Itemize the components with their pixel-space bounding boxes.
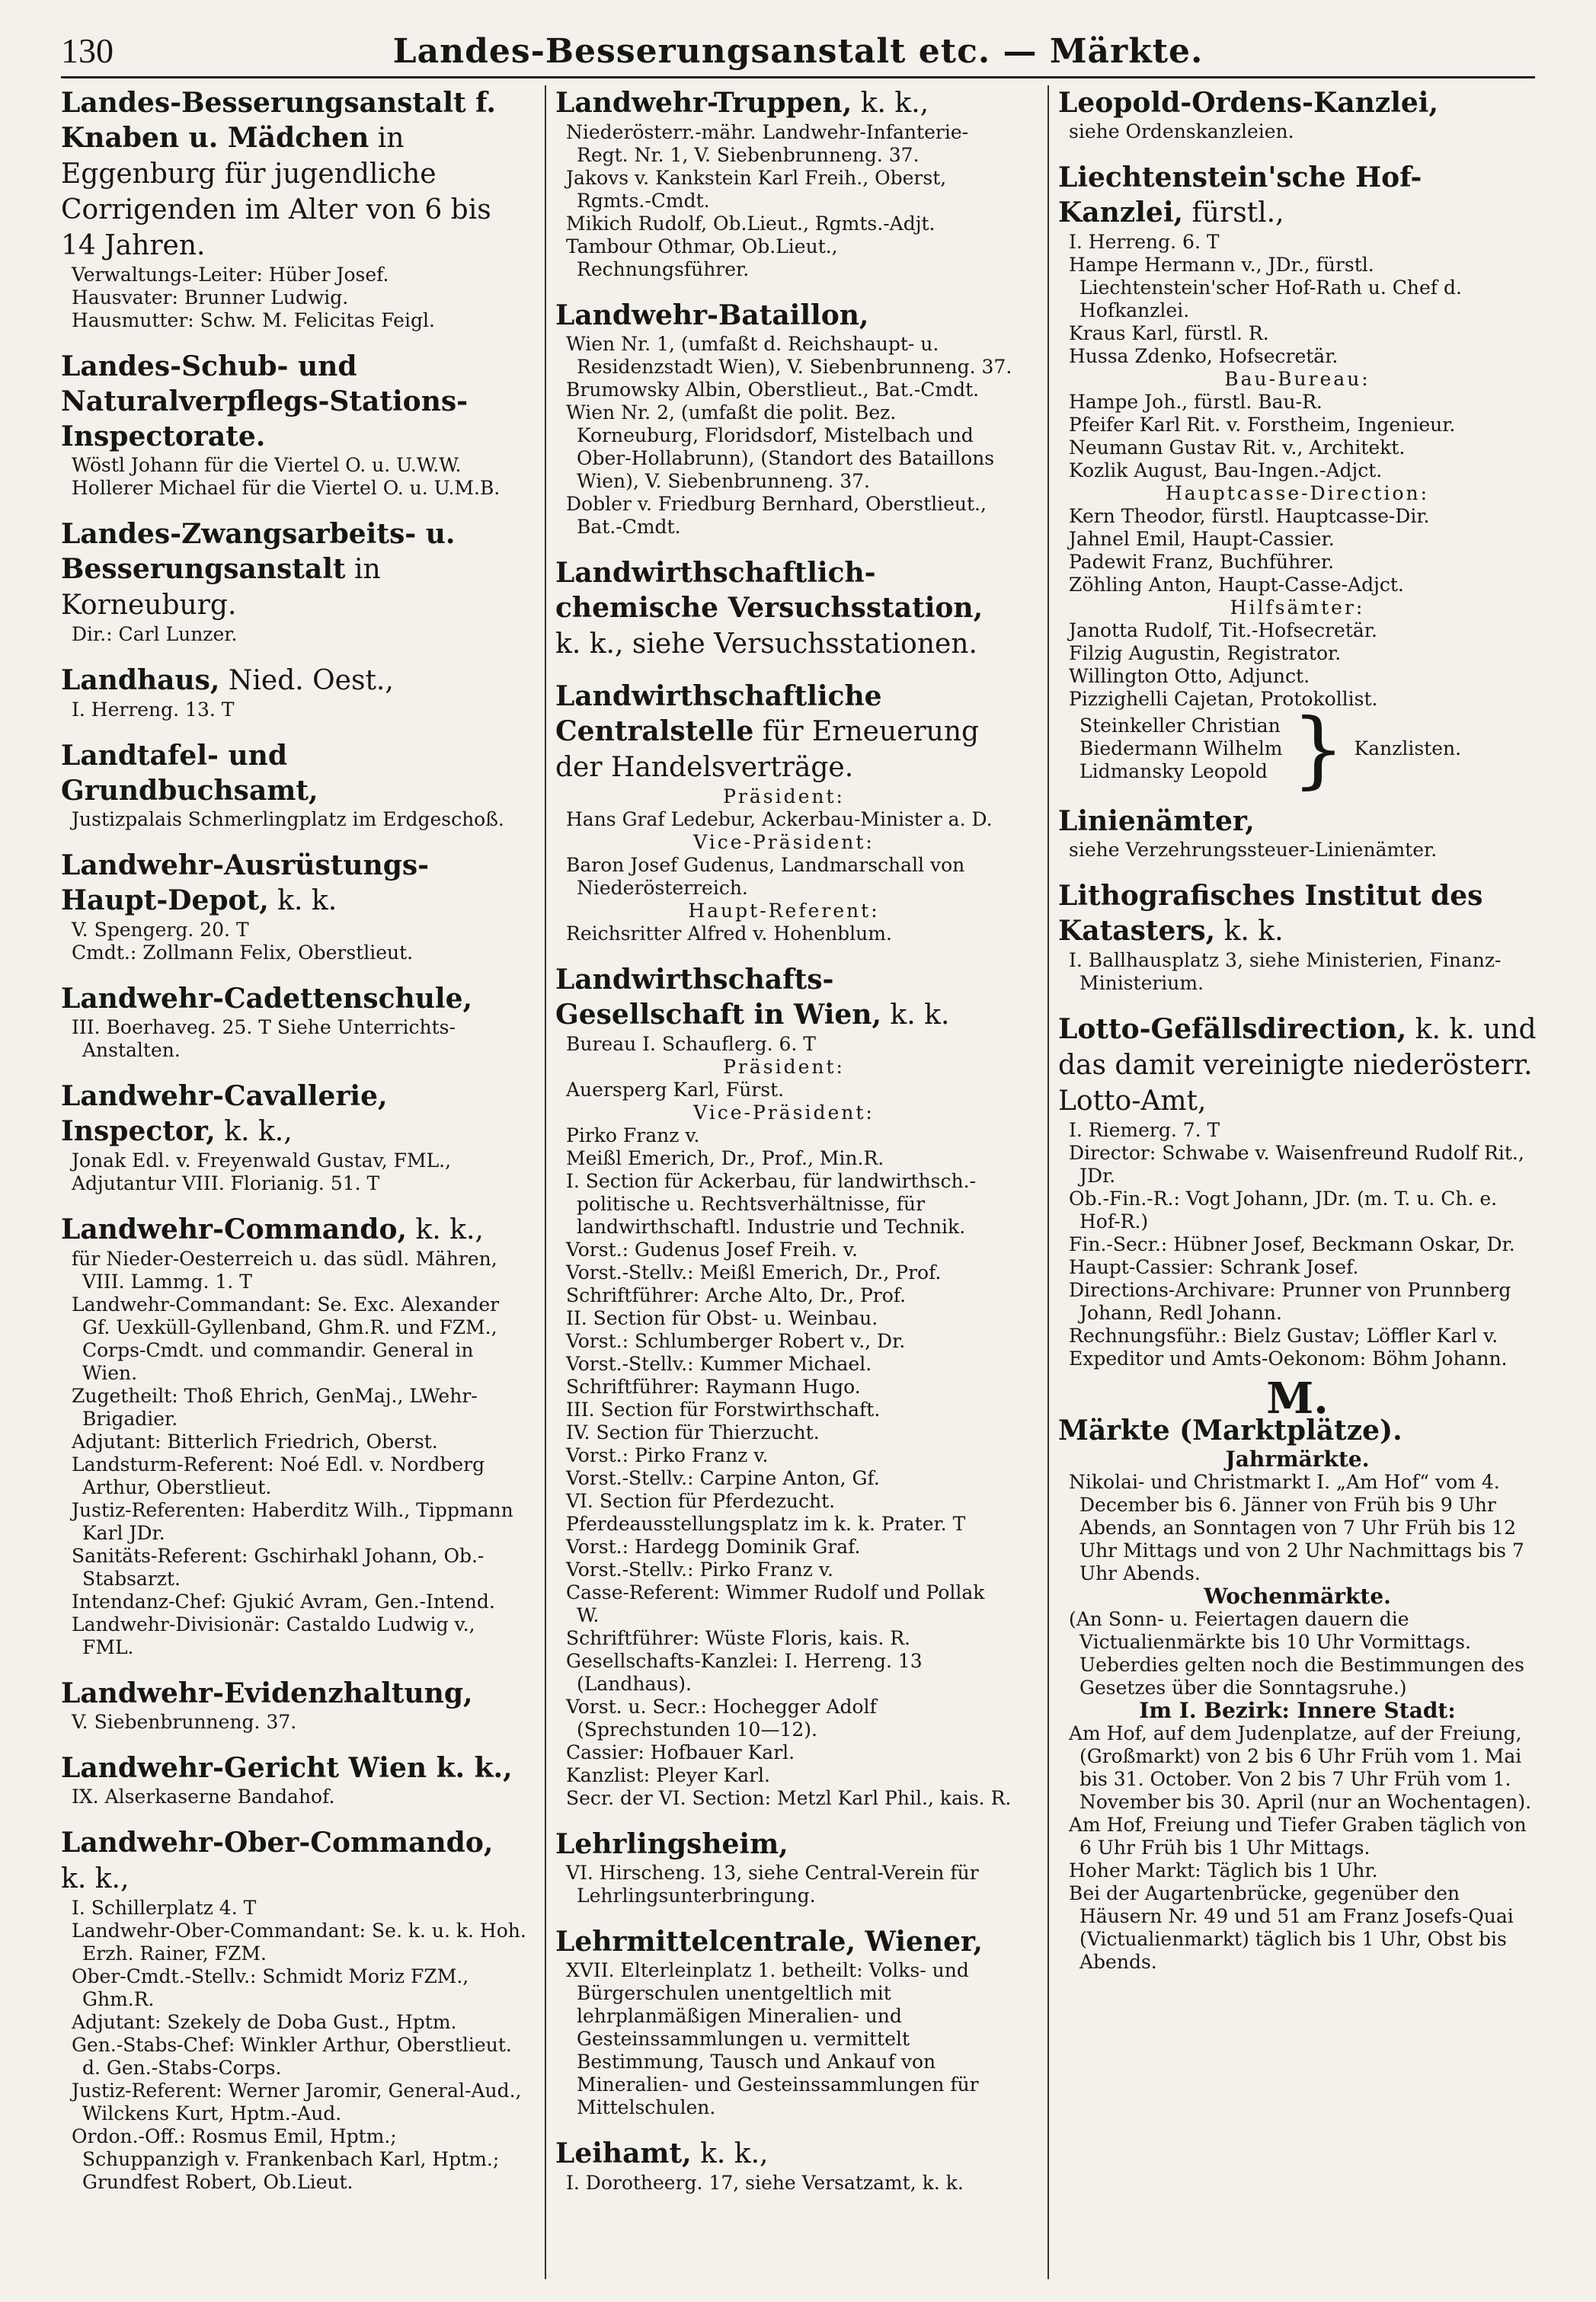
directory-entry bbox=[61, 1079, 527, 1195]
directory-entry bbox=[61, 1212, 527, 1659]
entry-title: Landwehr-Gericht Wien k. k., bbox=[61, 1752, 513, 1784]
entry-line: Secr. der VI. Section: Metzl Karl Phil., kais. R. bbox=[566, 1787, 1012, 1809]
section-letter: M. bbox=[1266, 1373, 1329, 1424]
entry-line: I. Herreng. 6. T bbox=[1069, 231, 1220, 253]
entry-heading-rest: für Erneuerung der Handelsverträge. bbox=[555, 716, 980, 783]
entry-line: Dobler v. Friedburg Bernhard, Oberstlieut., Bat.-Cmdt. bbox=[566, 493, 987, 538]
entry-line: Ober-Cmdt.-Stellv.: Schmidt Moriz FZM., Ghm.R. bbox=[72, 1965, 469, 2010]
entry-line: Cmdt.: Zollmann Felix, Oberstlieut. bbox=[72, 942, 414, 964]
entry-heading-rest: k. k., bbox=[407, 1214, 484, 1245]
entry-line: Gesellschafts-Kanzlei: I. Herreng. 13 (Landhaus). bbox=[566, 1650, 923, 1695]
entry-line: II. Section für Obst- u. Weinbau. bbox=[566, 1307, 878, 1329]
entry-line: Wöstl Johann für die Viertel O. u. U.W.W. bbox=[72, 454, 462, 476]
directory-entry bbox=[61, 738, 527, 831]
entry-line: Filzig Augustin, Registrator. bbox=[1069, 642, 1342, 664]
directory-entry bbox=[1058, 85, 1537, 143]
entry-heading bbox=[1058, 160, 1537, 231]
entry-line: Vorst.: Pirko Franz v. bbox=[566, 1444, 769, 1466]
directory-entry bbox=[555, 85, 1012, 281]
entry-line: Pfeifer Karl Rit. v. Forstheim, Ingenieur. bbox=[1069, 414, 1456, 436]
entry-line: Landwehr-Commandant: Se. Exc. Alexander Gf. Uexküll-Gyllenband, Ghm.R. und FZM., Corps-Cmdt. und commandir. General in Wien. bbox=[72, 1293, 500, 1384]
entry-line: Neumann Gustav Rit. v., Architekt. bbox=[1069, 436, 1406, 459]
entry-line: Schriftführer: Raymann Hugo. bbox=[566, 1376, 861, 1398]
entry-line: Schriftführer: Arche Alto, Dr., Prof. bbox=[566, 1284, 907, 1306]
entry-line: Kozlik August, Bau-Ingen.-Adjct. bbox=[1069, 459, 1383, 481]
entry-heading bbox=[61, 663, 527, 699]
entry-title: Lehrmittelcentrale, Wiener, bbox=[555, 1926, 983, 1958]
bezirk-line: Bei der Augartenbrücke, gegenüber den Häusern Nr. 49 und 51 am Franz Josefs-Quai (Victualienmarkt) täglich bis 1 Uhr, Obst bis Abends. bbox=[1069, 1882, 1514, 1973]
entry-line: Rechnungsführ.: Bielz Gustav; Löffler Karl v. bbox=[1069, 1325, 1498, 1347]
entry-heading bbox=[555, 679, 1012, 785]
entry-heading bbox=[61, 516, 527, 623]
entry-heading bbox=[1058, 85, 1537, 120]
directory-entry bbox=[555, 1924, 1012, 2119]
entry-title: Landhaus, bbox=[61, 664, 220, 696]
brace-label: Kanzlisten. bbox=[1354, 737, 1462, 759]
entry-line: Willington Otto, Adjunct. bbox=[1069, 665, 1310, 687]
entry-heading-rest: in Korneuburg. bbox=[61, 554, 381, 621]
entry-heading-rest: k. k. bbox=[1215, 916, 1284, 947]
entry-heading-rest: k. k., siehe Versuchsstationen. bbox=[555, 628, 977, 660]
entry-heading bbox=[61, 1750, 527, 1786]
directory-entry bbox=[555, 962, 1012, 1810]
jahrmaerkte-text: Nikolai- und Christmarkt I. „Am Hof“ vom 4. December bis 6. Jänner von Früh bis 9 Uhr Abends, an Sonntagen von 7 Uhr Früh bis 12 Uhr Mittags und von 2 Uhr Nachmittags bis 7 Uhr Abends. bbox=[1069, 1471, 1524, 1584]
entry-line: I. Schillerplatz 4. T bbox=[72, 1897, 257, 1919]
directory-entry bbox=[555, 2136, 1012, 2195]
entry-line: Landwehr-Ober-Commandant: Se. k. u. k. Hoh. Erzh. Rainer, FZM. bbox=[72, 1920, 526, 1965]
entry-line: IV. Section für Thierzucht. bbox=[566, 1421, 820, 1444]
entry-line: I. Section für Ackerbau, für landwirthsch.-politische u. Rechtsverhältnisse, für landwirthschaftl. Industrie und Technik. bbox=[566, 1170, 977, 1238]
entry-line: Hussa Zdenko, Hofsecretär. bbox=[1069, 345, 1339, 367]
entry-title: Landes-Schub- und Naturalverpflegs-Stations-Inspectorate. bbox=[61, 350, 469, 452]
page-number: 130 bbox=[61, 31, 114, 70]
entry-line: Directions-Archivare: Prunner von Prunnberg Johann, Redl Johann. bbox=[1069, 1279, 1511, 1324]
entry-line: III. Section für Forstwirthschaft. bbox=[566, 1399, 881, 1421]
entry-heading bbox=[555, 298, 1012, 333]
entry-line: Sanitäts-Referent: Gschirhakl Johann, Ob.-Stabsarzt. bbox=[72, 1545, 485, 1590]
entry-title: Lithografisches Institut des Katasters, bbox=[1058, 880, 1483, 947]
entry-line: Padewit Franz, Buchführer. bbox=[1069, 551, 1335, 573]
bezirk-line: Am Hof, auf dem Judenplatze, auf der Freiung, (Großmarkt) von 2 bis 6 Uhr Früh vom 1. Mai bis 31. October. Von 2 bis 7 Uhr Früh vom 1. November bis 30. April (nur an Wochentagen). bbox=[1069, 1722, 1532, 1813]
jahrmaerkte-title: Jahrmärkte. bbox=[1225, 1447, 1370, 1472]
entry-heading bbox=[555, 555, 1012, 662]
entry-heading bbox=[61, 848, 527, 919]
maerkte-heading: Märkte (Marktplätze). bbox=[1058, 1415, 1402, 1447]
directory-entry bbox=[61, 663, 527, 721]
entry-line: Vorst.: Gudenus Josef Freih. v. bbox=[566, 1239, 858, 1261]
entry-line: I. Riemerg. 7. T bbox=[1069, 1119, 1220, 1141]
entry-title: Landwehr-Cavallerie, Inspector, bbox=[61, 1080, 388, 1147]
entry-heading bbox=[61, 349, 527, 454]
bezirk-title: Im I. Bezirk: Innere Stadt: bbox=[1139, 1698, 1456, 1723]
entry-title: Lotto-Gefällsdirection, bbox=[1058, 1013, 1407, 1045]
entry-line: Landsturm-Referent: Noé Edl. v. Nordberg Arthur, Oberstlieut. bbox=[72, 1453, 485, 1498]
entry-line: Vorst.: Schlumberger Robert v., Dr. bbox=[566, 1330, 906, 1352]
entry-title: Landwehr-Bataillon, bbox=[555, 299, 869, 331]
entry-line: Kern Theodor, fürstl. Hauptcasse-Dir. bbox=[1069, 505, 1430, 527]
brace-name: Steinkeller Christian bbox=[1079, 715, 1281, 737]
entry-line: I. Ballhausplatz 3, siehe Ministerien, Finanz-Ministerium. bbox=[1069, 949, 1502, 994]
entry-heading bbox=[555, 1827, 1012, 1862]
entry-line: Cassier: Hofbauer Karl. bbox=[566, 1741, 795, 1763]
running-header bbox=[61, 30, 1535, 78]
directory-entry bbox=[61, 1750, 527, 1808]
entry-line: Wien Nr. 1, (umfaßt d. Reichshaupt- u. Residenzstadt Wien), V. Siebenbrunneng. 37. bbox=[566, 333, 1012, 378]
entry-line: Hampe Joh., fürstl. Bau-R. bbox=[1069, 391, 1323, 413]
entry-line: Adjutantur VIII. Florianig. 51. T bbox=[72, 1172, 380, 1194]
entry-title: Landwirthschaftlich-chemische Versuchsstation, bbox=[555, 557, 984, 624]
entry-line: Director: Schwabe v. Waisenfreund Rudolf Rit., JDr. bbox=[1069, 1142, 1524, 1187]
entry-line: Justiz-Referent: Werner Jaromir, General-Aud., Wilckens Kurt, Hptm.-Aud. bbox=[72, 2080, 522, 2125]
entry-line: für Nieder-Oesterreich u. das südl. Mähren, VIII. Lammg. 1. T bbox=[72, 1248, 497, 1293]
section-label: Hauptcasse-Direction: bbox=[1165, 482, 1430, 504]
entry-line: IX. Alserkaserne Bandahof. bbox=[72, 1786, 335, 1808]
entry-line: XVII. Elterleinplatz 1. betheilt: Volks- und Bürgerschulen unentgeltlich mit lehrplanmäßigen Mineralien- und Gesteinssammlungen u. vermittelt Bestimmung, Tausch und Ankauf von Mineralien- und Gesteinssammlungen für Mittelschulen. bbox=[566, 1959, 979, 2118]
directory-entry bbox=[61, 981, 527, 1062]
directory-entry bbox=[61, 848, 527, 964]
entry-line: Zöhling Anton, Haupt-Casse-Adjct. bbox=[1069, 574, 1404, 596]
entry-title: Landwehr-Ausrüstungs-Haupt-Depot, bbox=[61, 849, 430, 916]
section-label: Vice-Präsident: bbox=[693, 1101, 875, 1124]
entry-heading-rest: k. k. und das damit vereinigte niederösterr. Lotto-Amt, bbox=[1058, 1014, 1537, 1117]
entry-line: Justiz-Referenten: Haberditz Wilh., Tippmann Karl JDr. bbox=[72, 1499, 513, 1544]
directory-entry bbox=[555, 679, 1012, 945]
entry-heading-rest: k. k., bbox=[691, 2138, 769, 2169]
entry-title: Landwirthschafts-Gesellschaft in Wien, bbox=[555, 964, 881, 1031]
entry-line: Vorst.-Stellv.: Carpine Anton, Gf. bbox=[566, 1467, 880, 1489]
entry-heading bbox=[61, 1079, 527, 1149]
entry-heading-rest: k. k., bbox=[215, 1116, 293, 1147]
entry-title: Leopold-Ordens-Kanzlei, bbox=[1058, 87, 1439, 119]
section-label: Präsident: bbox=[723, 1056, 845, 1078]
entry-heading bbox=[1058, 1012, 1537, 1119]
entry-line: I. Herreng. 13. T bbox=[72, 699, 235, 721]
directory-entry bbox=[1058, 1012, 1537, 1370]
entry-line: Hausmutter: Schw. M. Felicitas Feigl. bbox=[72, 309, 435, 331]
entry-title: Landes-Besserungsanstalt f. Knaben u. Mädchen bbox=[61, 87, 496, 154]
entry-heading bbox=[61, 1212, 527, 1248]
entry-line: VI. Hirscheng. 13, siehe Central-Verein für Lehrlingsunterbringung. bbox=[566, 1862, 979, 1907]
section-label: Präsident: bbox=[723, 785, 845, 807]
entry-line: Kanzlist: Pleyer Karl. bbox=[566, 1764, 770, 1786]
entry-heading bbox=[61, 738, 527, 808]
entry-line: Vorst.-Stellv.: Pirko Franz v. bbox=[566, 1559, 833, 1581]
entry-heading-rest: Nied. Oest., bbox=[219, 665, 394, 696]
entry-line: Mikich Rudolf, Ob.Lieut., Rgmts.-Adjt. bbox=[566, 213, 936, 235]
directory-entry bbox=[1058, 804, 1537, 862]
entry-heading-rest: in Eggenburg für jugendliche Corrigenden im Alter von 6 bis 14 Jahren. bbox=[61, 123, 491, 261]
entry-line: Adjutant: Szekely de Doba Gust., Hptm. bbox=[72, 2011, 457, 2033]
entry-heading-rest: k. k., bbox=[61, 1863, 130, 1894]
running-title: Landes-Besserungsanstalt etc. — Märkte. bbox=[392, 32, 1204, 71]
entry-line: Justizpalais Schmerlingplatz im Erdgeschoß. bbox=[72, 808, 504, 830]
entry-line: Pirko Franz v. bbox=[566, 1124, 700, 1146]
entry-title: Landtafel- und Grundbuchsamt, bbox=[61, 740, 318, 807]
directory-entry bbox=[1058, 160, 1537, 798]
section-label: Haupt-Referent: bbox=[688, 900, 880, 922]
entry-title: Liechtenstein'sche Hof-Kanzlei, bbox=[1058, 161, 1422, 229]
directory-entry bbox=[61, 516, 527, 646]
entry-line: I. Dorotheerg. 17, siehe Versatzamt, k. k. bbox=[566, 2172, 964, 2194]
entry-line: VI. Section für Pferdezucht. bbox=[566, 1490, 836, 1512]
entry-heading bbox=[61, 1676, 527, 1711]
entry-heading bbox=[555, 962, 1012, 1033]
bezirk-line: Am Hof, Freiung und Tiefer Graben täglich von 6 Uhr Früh bis 1 Uhr Mittags. bbox=[1069, 1814, 1527, 1859]
entry-line: Kraus Karl, fürstl. R. bbox=[1069, 322, 1269, 344]
entry-line: Pferdeausstellungsplatz im k. k. Prater. T bbox=[566, 1513, 966, 1535]
entry-line: Vorst. u. Secr.: Hochegger Adolf (Sprechstunden 10—12). bbox=[566, 1696, 877, 1741]
entry-line: Adjutant: Bitterlich Friedrich, Oberst. bbox=[72, 1431, 438, 1453]
entry-line: Haupt-Cassier: Schrank Josef. bbox=[1069, 1256, 1359, 1278]
entry-line: Ordon.-Off.: Rosmus Emil, Hptm.; Schuppanzigh v. Frankenbach Karl, Hptm.; Grundfest Robert, Ob.Lieut. bbox=[72, 2125, 500, 2193]
directory-entry bbox=[555, 555, 1012, 662]
entry-title: Landwirthschaftliche Centralstelle bbox=[555, 680, 882, 747]
directory-entry bbox=[61, 1676, 527, 1734]
section-label: Hilfsämter: bbox=[1230, 596, 1365, 619]
entry-line: Intendanz-Chef: Gjukić Avram, Gen.-Intend. bbox=[72, 1591, 495, 1613]
entry-title: Landwehr-Cadettenschule, bbox=[61, 983, 472, 1015]
directory-entry bbox=[555, 1827, 1012, 1907]
entry-line: Tambour Othmar, Ob.Lieut., Rechnungsführer. bbox=[566, 235, 838, 280]
directory-entry bbox=[61, 85, 527, 332]
brace-name: Lidmansky Leopold bbox=[1079, 760, 1268, 782]
entry-heading-rest: k. k. bbox=[268, 885, 337, 916]
directory-entry bbox=[61, 349, 527, 500]
wochenmaerkte-note: (An Sonn- u. Feiertagen dauern die Victualienmärkte bis 10 Uhr Vormittags. Ueberdies gelten noch die Bestimmungen des Gesetzes über die Sonntagsruhe.) bbox=[1069, 1608, 1524, 1699]
entry-line: Niederösterr.-mähr. Landwehr-Infanterie-Regt. Nr. 1, V. Siebenbrunneng. 37. bbox=[566, 121, 969, 166]
brace-names bbox=[1058, 715, 1283, 783]
entry-line: Fin.-Secr.: Hübner Josef, Beckmann Oskar, Dr. bbox=[1069, 1233, 1515, 1255]
entry-line: Brumowsky Albin, Oberstlieut., Bat.-Cmdt. bbox=[566, 379, 980, 401]
entry-line: Vorst.: Hardegg Dominik Graf. bbox=[566, 1536, 861, 1558]
brace-group bbox=[1058, 700, 1537, 798]
bezirk-line: Hoher Markt: Täglich bis 1 Uhr. bbox=[1069, 1859, 1378, 1882]
curly-brace-icon: } bbox=[1291, 700, 1345, 798]
column-middle bbox=[545, 85, 1012, 2279]
entry-line: III. Boerhaveg. 25. T Siehe Unterrichts-Anstalten. bbox=[72, 1016, 456, 1061]
entry-heading bbox=[61, 85, 527, 264]
entry-heading bbox=[61, 1825, 527, 1897]
entry-heading bbox=[61, 981, 527, 1016]
entry-line: Verwaltungs-Leiter: Hüber Josef. bbox=[72, 264, 389, 286]
entry-line: Dir.: Carl Lunzer. bbox=[72, 623, 238, 645]
entry-line: Janotta Rudolf, Tit.-Hofsecretär. bbox=[1069, 619, 1377, 641]
entry-line: Hans Graf Ledebur, Ackerbau-Minister a. D. bbox=[566, 808, 993, 830]
entry-heading-rest: k. k., bbox=[852, 88, 929, 119]
entry-heading bbox=[555, 85, 1012, 121]
section-label: Bau-Bureau: bbox=[1224, 368, 1371, 390]
entry-line: Gen.-Stabs-Chef: Winkler Arthur, Oberstlieut. d. Gen.-Stabs-Corps. bbox=[72, 2034, 512, 2079]
column-left bbox=[61, 85, 527, 2279]
entry-line: Zugetheilt: Thoß Ehrich, GenMaj., LWehr-Brigadier. bbox=[72, 1385, 478, 1430]
entry-line: Auersperg Karl, Fürst. bbox=[566, 1079, 785, 1101]
entry-line: V. Spengerg. 20. T bbox=[72, 919, 249, 941]
entry-line: Hollerer Michael für die Viertel O. u. U.M.B. bbox=[72, 477, 501, 499]
entry-title: Landwehr-Evidenzhaltung, bbox=[61, 1677, 473, 1709]
entry-line: Jakovs v. Kankstein Karl Freih., Oberst, Rgmts.-Cmdt. bbox=[566, 167, 947, 212]
entry-title: Landes-Zwangsarbeits- u. Besserungsanstalt bbox=[61, 518, 456, 585]
entry-line: Bureau I. Schauflerg. 6. T bbox=[566, 1033, 816, 1055]
section-label: Vice-Präsident: bbox=[693, 831, 875, 853]
entry-line: Hausvater: Brunner Ludwig. bbox=[72, 286, 349, 309]
entry-title: Landwehr-Truppen, bbox=[555, 87, 852, 119]
entry-title: Leihamt, bbox=[555, 2137, 692, 2169]
directory-entry bbox=[555, 298, 1012, 539]
entry-line: Meißl Emerich, Dr., Prof., Min.R. bbox=[566, 1147, 884, 1169]
brace-name: Biedermann Wilhelm bbox=[1079, 737, 1283, 759]
entry-title: Linienämter, bbox=[1058, 805, 1255, 837]
entry-line: Jahnel Emil, Haupt-Cassier. bbox=[1069, 528, 1335, 550]
entry-title: Landwehr-Ober-Commando, bbox=[61, 1827, 494, 1859]
entry-line: Reichsritter Alfred v. Hohenblum. bbox=[566, 922, 892, 945]
entry-line: Schriftführer: Wüste Floris, kais. R. bbox=[566, 1627, 911, 1649]
column-right bbox=[1047, 85, 1537, 2279]
entry-line: Ob.-Fin.-R.: Vogt Johann, JDr. (m. T. u. Ch. e. Hof-R.) bbox=[1069, 1188, 1498, 1233]
entry-line: Baron Josef Gudenus, Landmarschall von Niederösterreich. bbox=[566, 854, 965, 899]
entry-heading bbox=[555, 2136, 1012, 2172]
entry-line: Wien Nr. 2, (umfaßt die polit. Bez. Korneuburg, Floridsdorf, Mistelbach und Ober-Hollabrunn), (Standort des Bataillons Wien), V. Siebenbrunneng. 37. bbox=[566, 401, 995, 492]
entry-heading-rest: k. k. bbox=[881, 999, 950, 1031]
entry-line: Landwehr-Divisionär: Castaldo Ludwig v., FML. bbox=[72, 1613, 475, 1658]
entry-line: Expeditor und Amts-Oekonom: Böhm Johann. bbox=[1069, 1348, 1508, 1370]
entry-line: Hampe Hermann v., JDr., fürstl. Liechtenstein'scher Hof-Rath u. Chef d. Hofkanzlei. bbox=[1069, 254, 1462, 321]
entry-line: Casse-Referent: Wimmer Rudolf und Pollak W. bbox=[566, 1581, 985, 1626]
entry-line: Pizzighelli Cajetan, Protokollist. bbox=[1069, 688, 1378, 710]
entry-heading bbox=[555, 1924, 1012, 1959]
entry-heading bbox=[1058, 878, 1537, 949]
entry-line: Vorst.-Stellv.: Meißl Emerich, Dr., Prof. bbox=[566, 1261, 942, 1284]
entry-line: siehe Verzehrungssteuer-Linienämter. bbox=[1069, 839, 1438, 861]
entry-line: V. Siebenbrunneng. 37. bbox=[72, 1711, 297, 1733]
entry-heading-rest: fürstl., bbox=[1183, 197, 1284, 229]
entry-title: Landwehr-Commando, bbox=[61, 1213, 408, 1245]
entry-line: Jonak Edl. v. Freyenwald Gustav, FML., bbox=[72, 1149, 452, 1172]
wochenmaerkte-title: Wochenmärkte. bbox=[1204, 1584, 1391, 1609]
maerkte-section bbox=[1058, 1413, 1537, 1974]
directory-entry bbox=[1058, 878, 1537, 995]
entry-line: siehe Ordenskanzleien. bbox=[1069, 120, 1294, 142]
entry-heading bbox=[1058, 804, 1537, 839]
entry-title: Lehrlingsheim, bbox=[555, 1828, 788, 1860]
directory-entry bbox=[61, 1825, 527, 2194]
entry-line: Vorst.-Stellv.: Kummer Michael. bbox=[566, 1353, 872, 1375]
